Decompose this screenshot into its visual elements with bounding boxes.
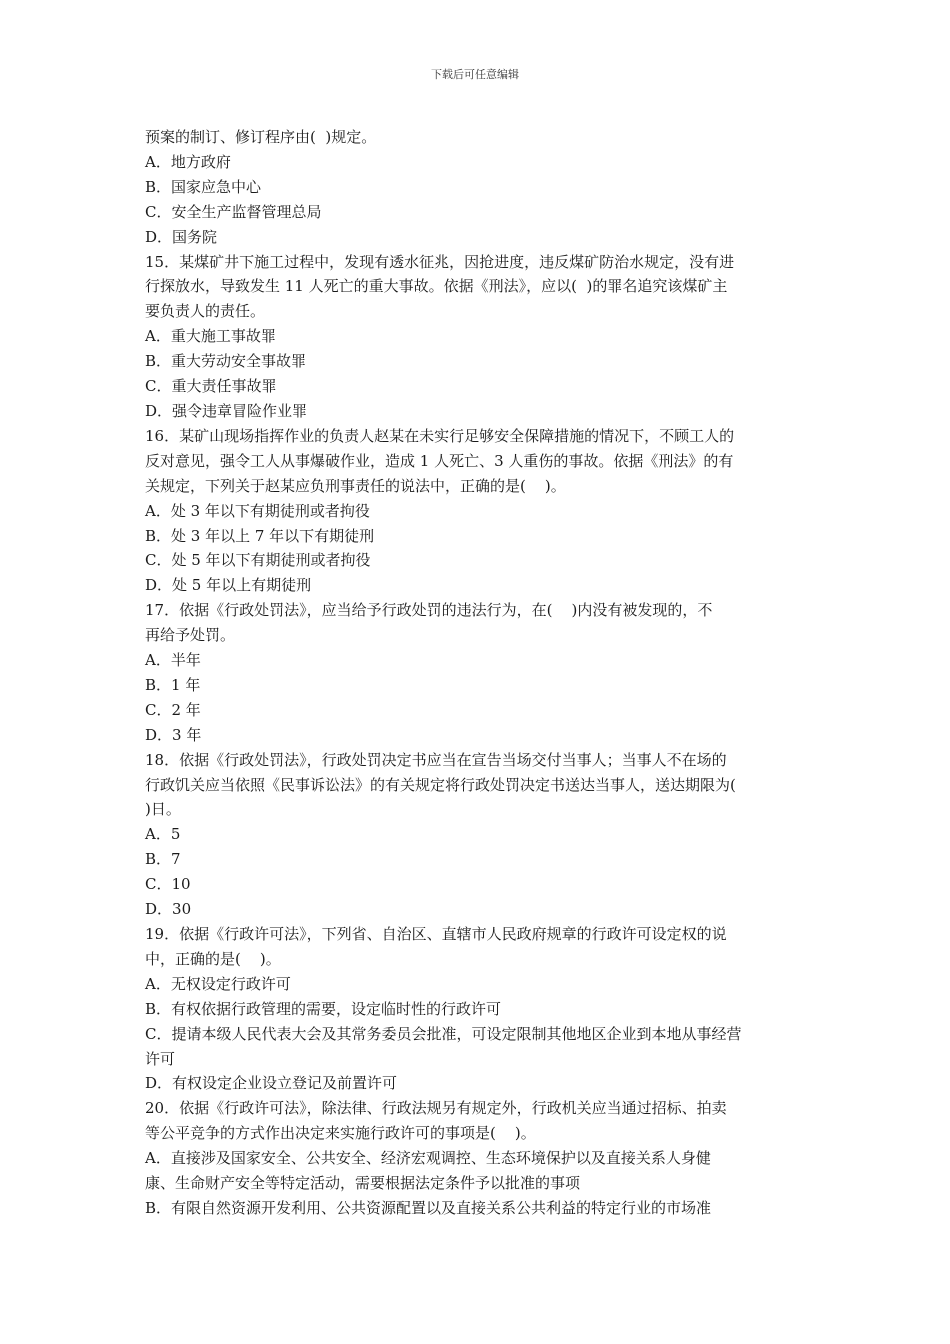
question-line: 18．依据《行政处罚法》，行政处罚决定书应当在宣告当场交付当事人；当事人不在场的	[145, 750, 727, 769]
option-line: D．强令违章冒险作业罪	[145, 401, 308, 420]
question-line: 再给予处罚。	[145, 626, 236, 645]
option-line: D．30	[145, 900, 192, 919]
question-line: 15．某煤矿井下施工过程中，发现有透水征兆，因抢进度，违反煤矿防治水规定，没有进	[145, 252, 735, 271]
option-line: C．处 5 年以下有期徒刑或者拘役	[145, 551, 371, 570]
option-line: C．提请本级人民代表大会及其常务委员会批准，可设定限制其他地区企业到本地从事经营	[145, 1024, 742, 1043]
option-line: B．有权依据行政管理的需要，设定临时性的行政许可	[145, 999, 502, 1018]
option-line: D．处 5 年以上有期徒刑	[145, 576, 312, 595]
option-line: C．重大责任事故罪	[145, 377, 277, 396]
option-line: 康、生命财产安全等特定活动，需要根据法定条件予以批准的事项	[145, 1174, 581, 1193]
option-line: C．安全生产监督管理总局	[145, 202, 322, 221]
option-line: A．重大施工事故罪	[145, 327, 276, 346]
option-line: B．重大劳动安全事故罪	[145, 352, 307, 371]
document-body	[145, 125, 810, 1221]
page-header: 下载后可任意编辑	[431, 68, 519, 81]
option-line: A．处 3 年以下有期徒刑或者拘役	[145, 501, 370, 520]
question-line: )日。	[145, 800, 181, 819]
question-line: 中，正确的是( )。	[145, 949, 281, 968]
option-line: C．2 年	[145, 700, 201, 719]
question-line: 16．某矿山现场指挥作业的负责人赵某在未实行足够安全保障措施的情况下，不顾工人的	[145, 426, 735, 445]
text-line: 预案的制订、修订程序由( )规定。	[145, 128, 377, 146]
question-line: 19．依据《行政许可法》，下列省、自治区、直辖市人民政府规章的行政许可设定权的说	[145, 925, 727, 943]
option-line: B．有限自然资源开发利用、公共资源配置以及直接关系公共利益的特定行业的市场准	[145, 1198, 712, 1217]
option-line: B．7	[145, 850, 181, 869]
question-line: 行探放水，导致发生 11 人死亡的重大事故。依据《刑法》，应以( )的罪名追究该煤矿主	[145, 277, 728, 296]
option-line: 许可	[145, 1049, 176, 1068]
option-line: D．国务院	[145, 227, 218, 246]
question-line: 20．依据《行政许可法》，除法律、行政法规另有规定外，行政机关应当通过招标、拍卖	[145, 1099, 727, 1118]
question-line: 行政饥关应当依照《民事诉讼法》的有关规定将行政处罚决定书送达当事人，送达期限为(	[145, 775, 736, 794]
option-line: C．10	[145, 875, 191, 894]
question-line: 17．依据《行政处罚法》，应当给予行政处罚的违法行为，在( )内没有被发现的，不	[145, 601, 713, 620]
question-line: 关规定，下列关于赵某应负刑事责任的说法中，正确的是( )。	[145, 476, 566, 495]
question-line: 要负责人的责任。	[145, 302, 266, 321]
option-line: A．地方政府	[145, 152, 231, 171]
option-line: D．3 年	[145, 725, 202, 744]
question-line: 等公平竞争的方式作出决定来实施行政许可的事项是( )。	[145, 1124, 536, 1143]
option-line: A．5	[145, 825, 181, 844]
option-line: A．直接涉及国家安全、公共安全、经济宏观调控、生态环境保护以及直接关系人身健	[145, 1149, 711, 1168]
question-line: 反对意见，强令工人从事爆破作业，造成 1 人死亡、3 人重伤的事故。依据《刑法》的有	[145, 451, 734, 470]
option-line: A．无权设定行政许可	[145, 974, 291, 993]
option-line: A．半年	[145, 651, 201, 670]
option-line: B．处 3 年以上 7 年以下有期徒刑	[145, 526, 375, 545]
option-line: B．1 年	[145, 675, 201, 694]
option-line: B．国家应急中心	[145, 177, 262, 196]
option-line: D．有权设定企业设立登记及前置许可	[145, 1074, 398, 1093]
